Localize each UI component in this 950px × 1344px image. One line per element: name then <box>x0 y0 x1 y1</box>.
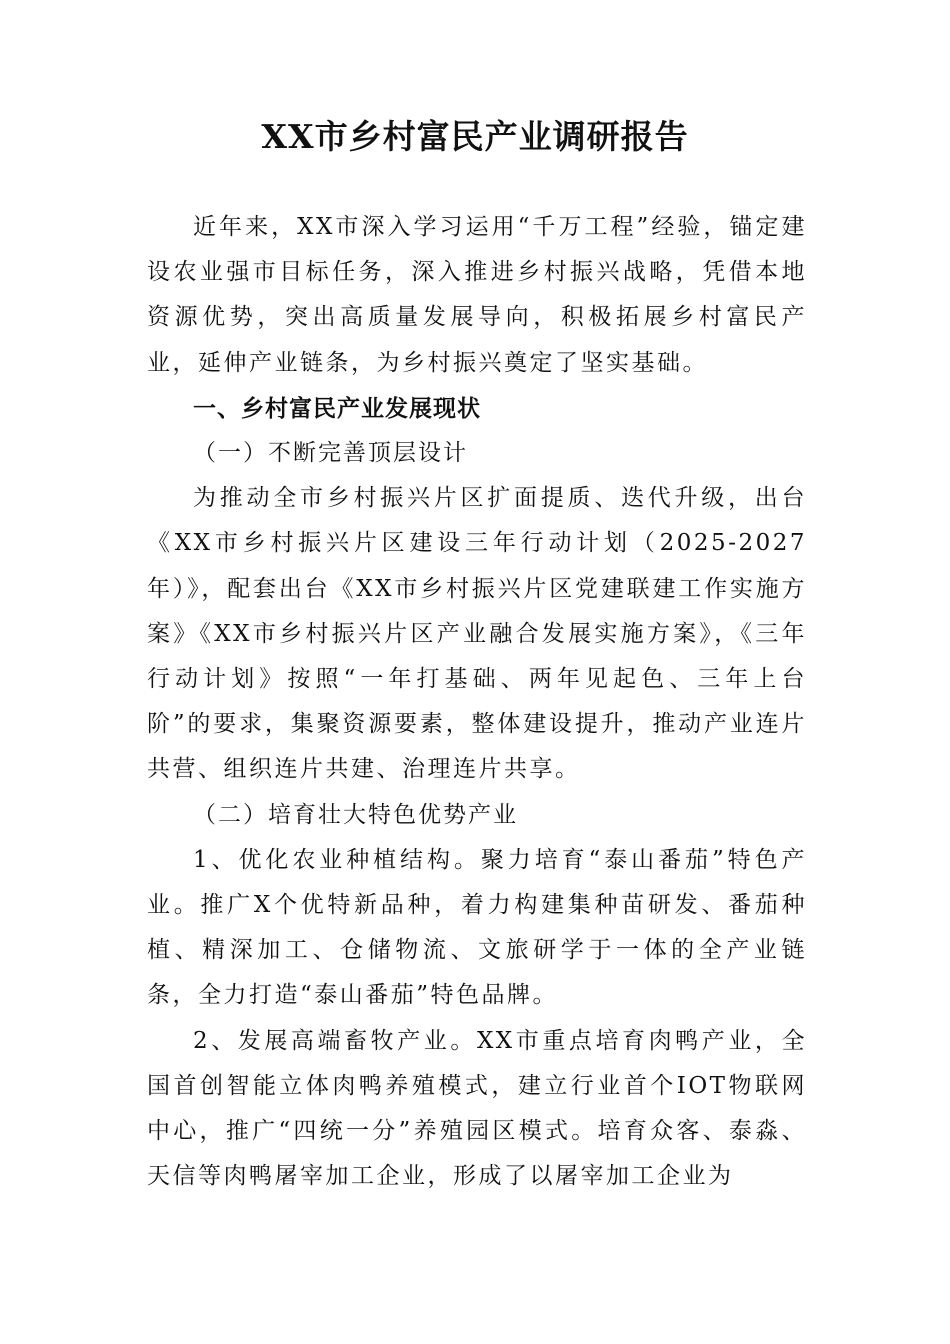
subsection-heading-1: （一）不断完善顶层设计 <box>193 440 468 467</box>
intro-paragraph: 近年来，XX市深入学习运用“千万工程”经验，锚定建设农业强市目标任务，深入推进乡村振兴战略，凭借本地资源优势，突出高质量发展导向，积极拓展乡村富民产业，延伸产业链条，为乡村振兴奠定了坚实基础。 <box>147 214 807 376</box>
section-heading-1: 一、乡村富民产业发展现状 <box>193 394 481 422</box>
subsection-heading-2: （二）培育壮大特色优势产业 <box>193 801 518 828</box>
document-body <box>147 205 807 1199</box>
body-paragraph: 为推动全市乡村振兴片区扩面提质、迭代升级，出台《XX市乡村振兴片区建设三年行动计划（2025-2027年）》，配套出台《XX市乡村振兴片区党建联建工作实施方案》《XX市乡村振兴片区产业融合发展实施方案》，《三年行动计划》按照“一年打基础、两年见起色、三年上台阶”的要求，集聚资源要素，整体建设提升，推动产业连片共营、组织连片共建、治理连片共享。 <box>147 485 807 783</box>
body-paragraph: 2、发展高端畜牧产业。XX市重点培育肉鸭产业，全国首创智能立体肉鸭养殖模式，建立行业首个IOT物联网中心，推广“四统一分”养殖园区模式。培育众客、泰淼、天信等肉鸭屠宰加工企业，形成了以屠宰加工企业为 <box>147 1027 807 1190</box>
body-paragraph: 1、优化农业种植结构。聚力培育“泰山番茄”特色产业。推广X个优特新品种，着力构建集种苗研发、番茄种植、精深加工、仓储物流、文旅研学于一体的全产业链条，全力打造“泰山番茄”特色品牌。 <box>147 846 807 1009</box>
document-title: XX市乡村富民产业调研报告 <box>261 117 689 156</box>
